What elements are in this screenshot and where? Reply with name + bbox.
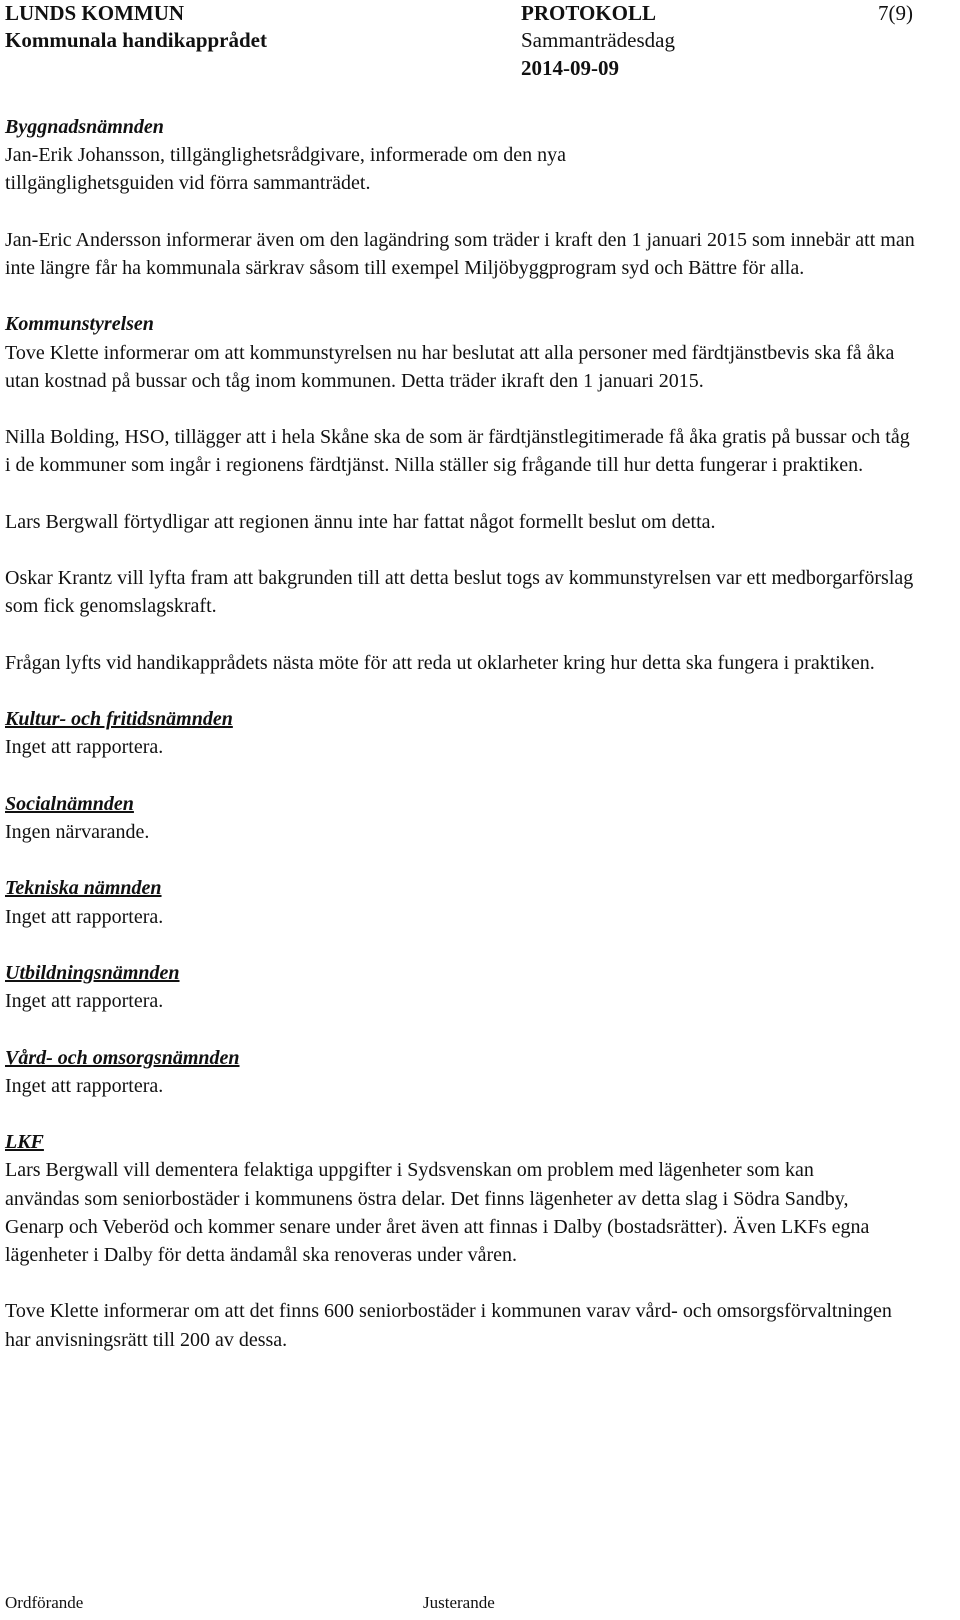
- paragraph: Inget att rapportera.: [5, 736, 164, 759]
- page-number: 7(9): [878, 1, 913, 25]
- section-title-tekniska-namnden: Tekniska nämnden: [5, 877, 162, 900]
- paragraph: Jan-Erik Johansson, tillgänglighetsrådgivare, informerade om den nya tillgänglighetsguiden vid förra sammanträdet.: [5, 144, 566, 195]
- department-name: Kommunala handikapprådet: [5, 28, 267, 52]
- paragraph: Oskar Krantz vill lyfta fram att bakgrunden till att detta beslut togs av kommunstyrelsen var ett medborgarförslag som fick genomslagskraft.: [5, 567, 914, 618]
- section-title-byggnadsnamnden: Byggnadsnämnden: [5, 116, 164, 138]
- section-title-utbildningsnamnden: Utbildningsnämnden: [5, 961, 180, 984]
- protocol-body: [5, 113, 920, 1354]
- paragraph: Tove Klette informerar om att det finns 600 seniorbostäder i kommunen varav vård- och omsorgsförvaltningen har anvisningsrätt till 200 av dessa.: [5, 1300, 892, 1351]
- paragraph: Nilla Bolding, HSO, tillägger att i hela Skåne ska de som är färdtjänstlegitimerade få åka gratis på bussar och tåg i de kommuner som ingår i regionens färdtjänst. Nilla ställer sig frågande till hur detta fungerar i praktiken.: [5, 426, 910, 477]
- meeting-label: Sammanträdesdag: [521, 28, 675, 52]
- paragraph: Ingen närvarande.: [5, 820, 150, 843]
- paragraph: Inget att rapportera.: [5, 905, 164, 928]
- org-name: LUNDS KOMMUN: [5, 1, 185, 25]
- section-title-socialnamnden: Socialnämnden: [5, 792, 134, 815]
- section-title-kultur-och-fritidsnamnden: Kultur- och fritidsnämnden: [5, 708, 233, 731]
- footer-chair-label: Ordförande: [5, 1593, 84, 1612]
- footer-adjuster-label: Justerande: [423, 1593, 495, 1612]
- section-title-lkf: LKF: [5, 1131, 44, 1154]
- section-title-kommunstyrelsen: Kommunstyrelsen: [5, 313, 154, 336]
- paragraph: Frågan lyfts vid handikapprådets nästa möte för att reda ut oklarheter kring hur detta ska fungera i praktiken.: [5, 651, 875, 674]
- meeting-date: 2014-09-09: [521, 56, 619, 80]
- paragraph: Tove Klette informerar om att kommunstyrelsen nu har beslutat att alla personer med färdtjänstbevis ska få åka utan kostnad på bussar och tåg inom kommunen. Detta träder ikraft den 1 januari 2015.: [5, 341, 895, 392]
- paragraph: Inget att rapportera.: [5, 990, 164, 1013]
- paragraph: Lars Bergwall förtydligar att regionen ännu inte har fattat något formellt beslut om detta.: [5, 510, 716, 533]
- paragraph: Lars Bergwall vill dementera felaktiga uppgifter i Sydsvenskan om problem med lägenheter som kan användas som seniorbostäder i kommunens östra delar. Det finns lägenheter av detta slag i Södra Sandby, Genarp och Veberöd och kommer senare under året även att finnas i Dalby (bostadsrätter). Även LKFs egna lägenheter i Dalby för detta ändamål ska renoveras under våren.: [5, 1159, 870, 1266]
- paragraph: Jan-Eric Andersson informerar även om den lagändring som träder i kraft den 1 januari 2015 som innebär att man inte längre får ha kommunala särkrav såsom till exempel Miljöbyggprogram syd och Bättre för alla.: [5, 228, 915, 279]
- paragraph: Inget att rapportera.: [5, 1074, 164, 1097]
- section-title-vard-och-omsorgsnamnden: Vård- och omsorgsnämnden: [5, 1046, 240, 1069]
- document-type: PROTOKOLL: [521, 1, 656, 25]
